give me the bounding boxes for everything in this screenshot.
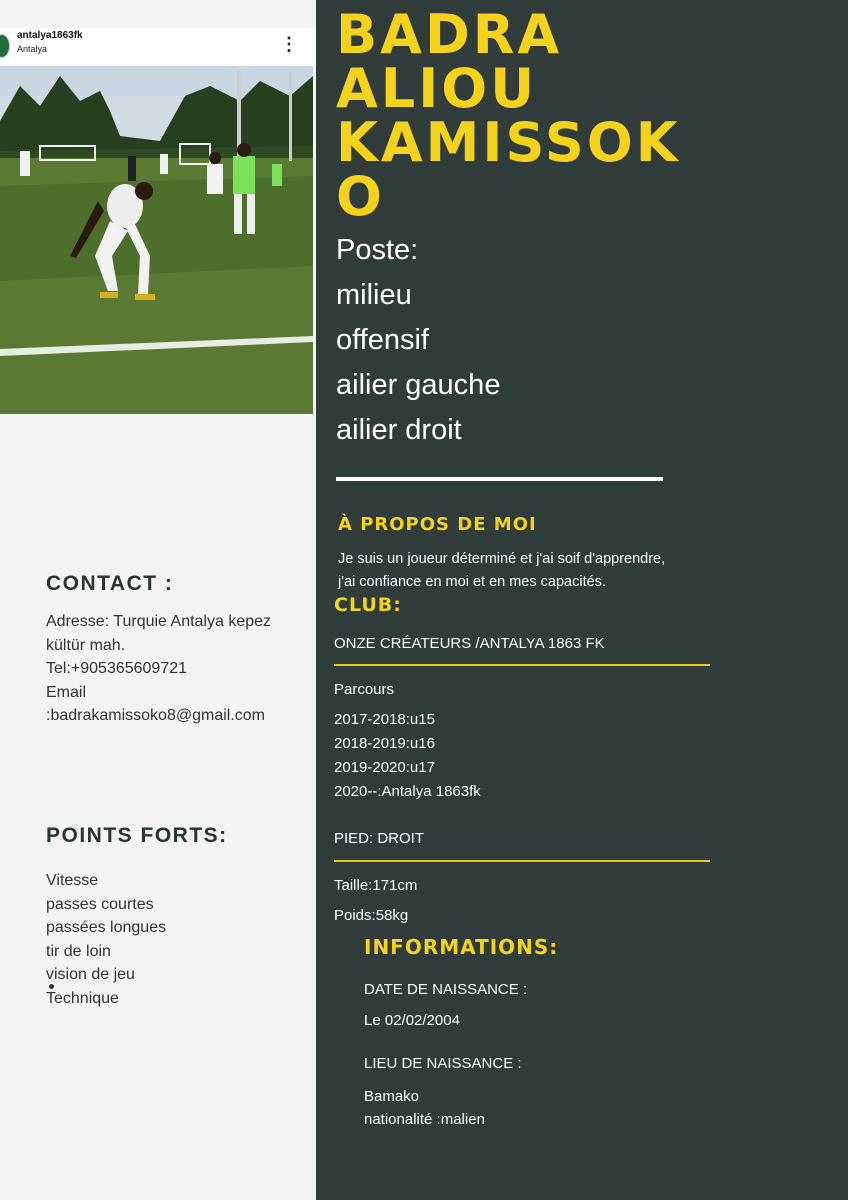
- name-line: ALIOU: [336, 57, 538, 120]
- about-line: j'ai confiance en moi et en mes capacités.: [338, 574, 606, 590]
- name-line: BADRA: [336, 3, 563, 66]
- left-column: [0, 0, 316, 1200]
- contact-email: :badrakamissoko8@gmail.com: [46, 707, 265, 724]
- height-info: Taille:171cm: [334, 877, 418, 894]
- strength-item: tir de loin: [46, 942, 111, 960]
- birth-place-label: LIEU DE NAISSANCE :: [364, 1055, 522, 1072]
- strengths-list: [46, 869, 166, 1010]
- contact-address-line2: kültür mah.: [46, 636, 126, 654]
- divider-yellow: [334, 664, 710, 666]
- more-vertical-icon[interactable]: ⋮: [280, 34, 298, 54]
- strength-item: Technique: [46, 989, 119, 1007]
- strength-item: passées longues: [46, 919, 167, 936]
- club-heading: CLUB:: [334, 594, 402, 616]
- about-text: [338, 548, 665, 594]
- divider: [336, 477, 663, 481]
- history-item: 2017-2018:u15: [334, 711, 435, 728]
- strengths-heading: POINTS FORTS:: [46, 824, 228, 847]
- position-label: Poste:: [336, 234, 419, 266]
- parcours-label: Parcours: [334, 681, 395, 698]
- informations-heading: INFORMATIONS:: [364, 935, 559, 959]
- parcours-history: [334, 708, 481, 804]
- birth-place: Bamako: [364, 1088, 420, 1105]
- history-item: 2020--:Antalya 1863fk: [334, 783, 481, 800]
- contact-email-label: Email: [46, 683, 87, 701]
- photo-location: Antalya: [17, 44, 48, 54]
- bullet-dot: [49, 984, 54, 989]
- player-photo: [0, 66, 313, 414]
- divider-yellow: [334, 860, 710, 862]
- photo-card-header: [0, 28, 316, 65]
- name-line: KAMISSOK: [336, 111, 681, 174]
- contact-address-line1: Adresse: Turquie Antalya kepez: [46, 613, 272, 630]
- foot-info: PIED: DROIT: [334, 830, 425, 847]
- position-block: [336, 228, 500, 453]
- player-name: [336, 3, 716, 228]
- contact-details: [46, 610, 271, 728]
- photo-username: antalya1863fk: [17, 30, 83, 41]
- about-heading: À PROPOS DE MOI: [338, 514, 537, 535]
- history-item: 2018-2019:u16: [334, 735, 435, 752]
- position-item: ailier gauche: [336, 369, 501, 401]
- strength-item: vision de jeu: [46, 966, 135, 983]
- position-item: ailier droit: [336, 414, 462, 446]
- club-avatar: [0, 34, 10, 58]
- about-line: Je suis un joueur déterminé et j'ai soif d'apprendre,: [338, 551, 666, 567]
- birth-date-label: DATE DE NAISSANCE :: [364, 981, 528, 998]
- weight-info: Poids:58kg: [334, 907, 409, 924]
- strength-item: Vitesse: [46, 872, 99, 889]
- nationality: nationalité :malien: [364, 1111, 485, 1128]
- contact-phone: Tel:+905365609721: [46, 660, 188, 677]
- position-item: offensif: [336, 324, 429, 356]
- position-item: milieu: [336, 279, 412, 311]
- birth-date: Le 02/02/2004: [364, 1012, 460, 1029]
- history-item: 2019-2020:u17: [334, 759, 435, 776]
- strength-item: passes courtes: [46, 895, 154, 913]
- name-line: O: [336, 165, 385, 228]
- club-name: ONZE CRÉATEURS /ANTALYA 1863 FK: [334, 635, 605, 652]
- contact-heading: CONTACT :: [46, 572, 174, 595]
